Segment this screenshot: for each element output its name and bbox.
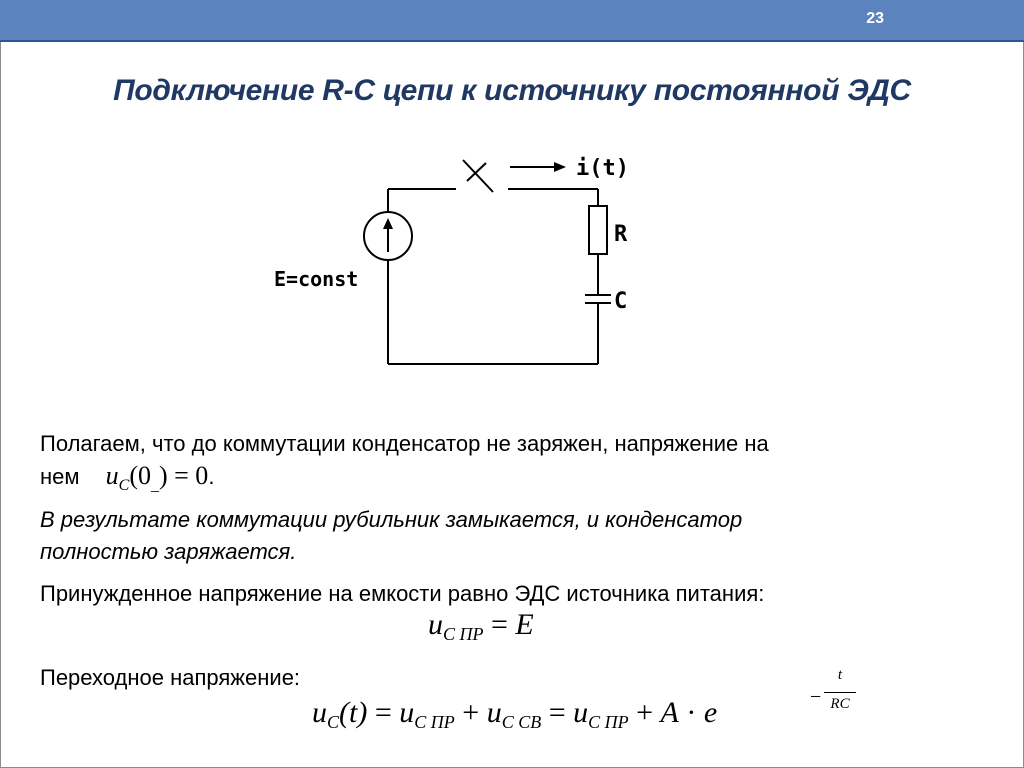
formula-lhs-arg: (t) — [339, 696, 368, 729]
source-label: E=const — [274, 267, 359, 291]
formula-var: u — [105, 461, 119, 490]
formula-sub: C — [118, 477, 130, 495]
formula-term-free: u — [486, 696, 502, 729]
current-label: i(t) — [576, 156, 629, 181]
paragraph-switching — [40, 504, 742, 568]
forced-voltage-formula — [428, 608, 534, 645]
paragraph-initial-condition — [40, 428, 769, 502]
formula-rhs: E — [515, 608, 534, 641]
paragraph-transient-voltage: Переходное напряжение: — [40, 665, 301, 690]
formula-equals: = — [374, 696, 392, 729]
switch-mark — [467, 163, 486, 181]
formula-term-forced-sub: C ПР — [588, 712, 629, 732]
formula-equals: = — [491, 608, 508, 641]
formula-dot: · — [686, 696, 697, 729]
formula-suffix: . — [208, 464, 215, 489]
formula-lhs-var: u — [312, 696, 327, 729]
formula-term-forced-sub: C ПР — [414, 712, 455, 732]
source-arrow-head — [383, 218, 393, 229]
current-arrow-head — [554, 162, 566, 172]
formula-sub: C ПР — [443, 624, 484, 644]
exponent-numerator: t — [837, 667, 843, 683]
switch-blade — [463, 160, 493, 192]
paragraph-line: полностью заряжается. — [40, 539, 297, 564]
capacitor-label: C — [614, 289, 628, 314]
initial-condition-formula — [105, 461, 209, 495]
resistor-symbol — [589, 206, 607, 254]
formula-term-free-sub: C СВ — [501, 712, 542, 732]
formula-term-forced: u — [399, 696, 415, 729]
formula-exp-base: e — [703, 696, 718, 729]
formula-term-forced: u — [573, 696, 589, 729]
exponent-fraction-bar — [824, 692, 856, 693]
slide-title: Подключение R-C цепи к источнику постоянной ЭДС — [113, 74, 911, 107]
paragraph-line: В результате коммутации рубильник замыкается, и конденсатор — [40, 507, 743, 532]
formula-var: u — [428, 608, 443, 641]
paragraph-line: Полагаем, что до коммутации конденсатор не заряжен, напряжение на — [40, 431, 769, 456]
exponent-denominator: RC — [830, 696, 850, 712]
resistor-label: R — [614, 222, 628, 247]
formula-plus: + — [462, 696, 480, 729]
formula-coefficient: A — [660, 696, 679, 729]
formula-lhs-sub: C — [327, 712, 340, 732]
formula-arg-sub: _ — [150, 477, 159, 495]
formula-rest: ) = 0 — [158, 461, 209, 490]
paragraph-line — [40, 460, 769, 502]
paragraph-forced-voltage: Принужденное напряжение на емкости равно ЭДС источника питания: — [40, 581, 765, 606]
formula-plus: + — [636, 696, 654, 729]
formula-equals: = — [548, 696, 566, 729]
slide-number: 23 — [866, 10, 884, 27]
exponent-sign: − — [810, 686, 822, 708]
formula-arg: (0 — [129, 461, 151, 490]
paragraph-text: нем — [40, 464, 80, 489]
transient-voltage-formula — [312, 696, 717, 733]
